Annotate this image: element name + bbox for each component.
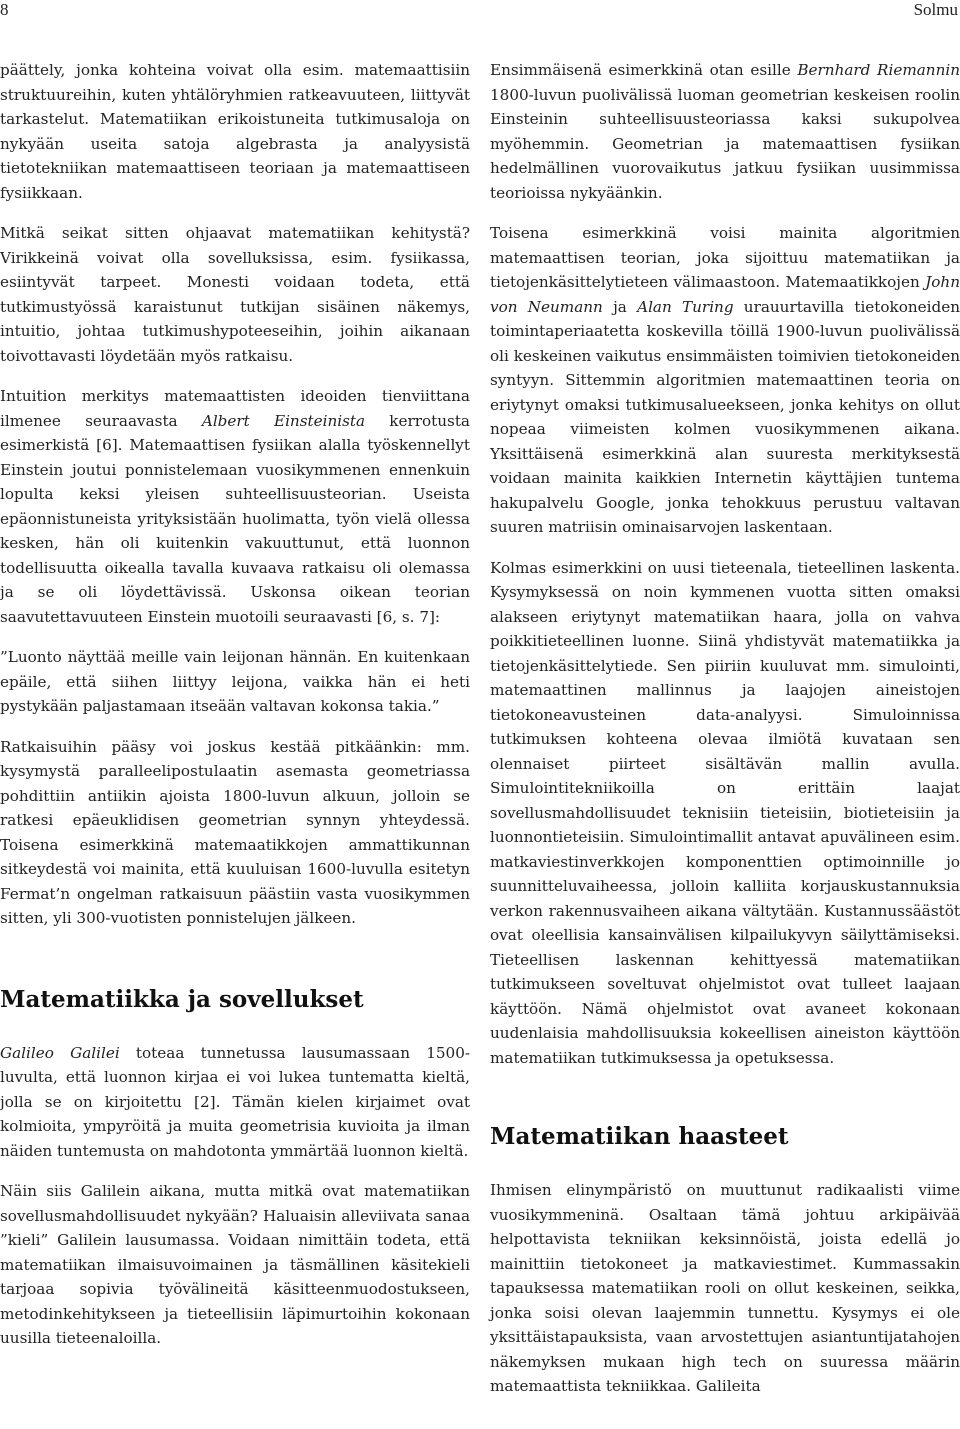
right-column [490, 58, 960, 1415]
paragraph [0, 384, 470, 629]
person-name: Galileo Galilei [0, 1043, 120, 1062]
section-heading: Matematiikan haasteet [490, 1123, 789, 1150]
section-heading: Matematiikka ja sovellukset [0, 985, 364, 1013]
text-run: kerrotusta esimerkistä [6]. Matemaattisen fysiikan alalla työskennellyt Einstein joutui ponnistelemaan vuosikymmenen ennenkuin lopulta keksi yleisen suhteellisuusteorian. Useista epäonnistuneista yrityksistään huolimatta, työn vielä ollessa kesken, hän oli kuitenkin vakuuttunut, että luonnon todellisuutta oikealla tavalla kuvaava ratkaisu oli olemassa ja se oli löydettävissä. Uskonsa oikean teorian saavutettavuuteen Einstein muotoili seuraavasti [6, s. 7]: [0, 411, 470, 626]
running-header [0, 0, 960, 22]
text-run: Toisena esimerkkinä voisi mainita algoritmien matemaattisen teorian, joka sijoittuu matematiikan ja tietojenkäsittelytieteen välimaastoon. Matemaatikkojen [490, 224, 960, 291]
quotation: ”Luonto näyttää meille vain leijonan hännän. En kuitenkaan epäile, että siihen liittyy leijona, vaikka hän ei heti pystykään paljastamaan itseään valtavan kokonsa takia.” [0, 648, 470, 715]
paragraph: Näin siis Galilein aikana, mutta mitkä ovat matematiikan sovellusmahdollisuudet nykyään? Haluaisin alleviivata sanaa ”kieli” Galilein lausumassa. Voidaan nimittäin todeta, että matematiikan ilmaisuvoimainen ja täsmällinen käsitekieli tarjoaa sopivia työvälineitä käsitteenmuodostukseen, metodinkehitykseen ja tieteellisiin läpimurtoihin kokonaan uusilla tieteenaloilla. [0, 1182, 470, 1347]
paragraph: Ihmisen elinympäristö on muuttunut radikaalisti viime vuosikymmeninä. Osaltaan tämä johtuu arkipäivää helpottavista tekniikan keksinnöistä, joista edellä jo mainittiin tietokoneet ja matkaviestimet. Kummassakin tapauksessa matematiikan rooli on ollut keskeinen, seikka, jonka soisi olevan laajemmin tunnettu. Kysymys ei ole yksittäistapauksista, vaan arvostettujen asiantuntijatahojen näkemyksen mukaan high tech on suuressa määrin matemaattista tekniikkaa. Galileita [490, 1181, 960, 1395]
paragraph: Mitkä seikat sitten ohjaavat matematiikan kehitystä? Virikkeinä voivat olla sovelluksissa, esim. fysiikassa, esiintyvät tarpeet. Monesti voidaan todeta, että tutkimustyössä karaistunut tutkijan sisäinen näkemys, intuitio, johtaa tutkimushypoteeseihin, joihin aikanaan toivottavasti löydetään myös ratkaisu. [0, 224, 470, 365]
person-name: John von Neumann [490, 273, 960, 316]
paragraph [490, 58, 960, 205]
paragraph [0, 1041, 470, 1164]
running-title: Solmu [913, 0, 958, 19]
person-name: Alan Turing [637, 297, 734, 316]
text-run: urauurtavilla tietokoneiden toimintaperiaatetta koskevilla töillä 1900-luvun puolivälissä oli keskeinen vaikutus ensimmäisten toimivien tietokoneiden syntyyn. Sittemmin algoritmien matemaattinen teoria on eriytynyt omaksi tutkimusalueekseen, jonka kehitys on ollut nopeaa viimeisten kolmen vuosikymmenen aikana. Yksittäisenä esimerkkinä alan suuresta merkityksestä voidaan mainita kaikkien Internetin käyttäjien tuntema hakupalvelu Google, jonka tehokkuus perustuu valtavan suuren matriisin ominaisarvojen laskentaan. [490, 297, 960, 536]
person-name: Bernhard Riemannin [797, 61, 960, 79]
paragraph: päättely, jonka kohteina voivat olla esim. matemaattisiin struktuureihin, kuten yhtälöryhmien ratkeavuuteen, liittyvät tarkastelut. Matematiikan erikoistuneita tutkimusaloja on nykyään useita satoja algebrasta ja analyysistä tietotekniikan matemaattiseen teoriaan ja matemaattiseen fysiikkaan. [0, 61, 470, 202]
text-run: Intuition merkitys matemaattisten ideoiden tienviittana ilmenee seuraavasta [0, 387, 470, 430]
text-run: Ensimmäisenä esimerkkinä otan esille [490, 61, 798, 79]
text-run: 1800-luvun puolivälissä luoman geometrian keskeisen roolin Einsteinin suhteellisuusteoriassa kaksi sukupolvea myöhemmin. Geometrian ja matemaattisen fysiikan hedelmällinen vuorovaikutus jatkuu fysiikan uusimmissa teorioissa nykyäänkin. [490, 85, 960, 202]
page-number: 8 [0, 0, 9, 19]
text-run: ja [602, 297, 638, 316]
person-name: Albert Einsteinista [201, 411, 366, 430]
text-run: toteaa tunnetussa lausumassaan 1500-luvulta, että luonnon kirjaa ei voi lukea tuntematta kieltä, jolla se on kirjoitettu [2]. Tämän kielen kirjaimet ovat kolmioita, ympyröitä ja muita geometrisia kuvioita ja ilman näiden tuntemusta on mahdotonta ymmärtää luonnon kieltä. [0, 1043, 470, 1160]
paragraph: Kolmas esimerkkini on uusi tieteenala, tieteellinen laskenta. Kysymyksessä on noin kymmenen vuotta sitten omaksi alakseen eriytynyt matematiikan haara, jolla on vahva poikkitieteellinen luonne. Siinä yhdistyvät matematiikka ja tietojenkäsittelytiede. Sen piiriin kuuluvat mm. simulointi, matemaattinen mallinnus ja laajojen aineistojen tietokoneavusteinen data-analyysi. Simuloinnissa tutkimuksen kohteena olevaa ilmiötä kuvataan sen olennaiset piirteet sisältävän mallin avulla. Simulointitekniikoilla on erittäin laajat sovellusmahdollisuudet teknisiin tieteisiin, biotieteisiin ja luonnontieteisiin. Simulointimallit antavat apuvälineen esim. matkaviestinverkkojen komponenttien optimoinnille jo suunnitteluvaiheessa, jolloin kalliita korjauskustannuksia verkon rakennusvaiheen aikana vältytään. Kustannussäästöt ovat oleellisia kansainvälisen kilpailukyvyn säilyttämiseksi. Tieteellisen laskennan kehittyessä matematiikan tutkimukseen soveltuvat ohjelmistot ovat tulleet laajaan käyttöön. Nämä ohjelmistot ovat avaneet kokonaan uudenlaisia mahdollisuuksia kokeellisen aineiston käyttöön matematiikan tutkimuksessa ja opetuksessa. [490, 558, 960, 1067]
left-column [0, 58, 470, 1367]
paragraph [490, 221, 960, 540]
paragraph: Ratkaisuihin pääsy voi joskus kestää pitkäänkin: mm. kysymystä paralleelipostulaatin asemasta geometriassa pohdittiin antiikin ajoista 1800-luvun alkuun, jolloin se ratkesi epäeuklidisen geometrian synnyn yhteydessä. Toisena esimerkkinä matemaatikkojen ammattikunnan sitkeydestä voi mainita, että kuuluisan 1600-luvulla esitetyn Fermat’n ongelman ratkaisuun päästiin vasta vuosikymmen sitten, yli 300-vuotisten ponnistelujen jälkeen. [0, 737, 470, 927]
